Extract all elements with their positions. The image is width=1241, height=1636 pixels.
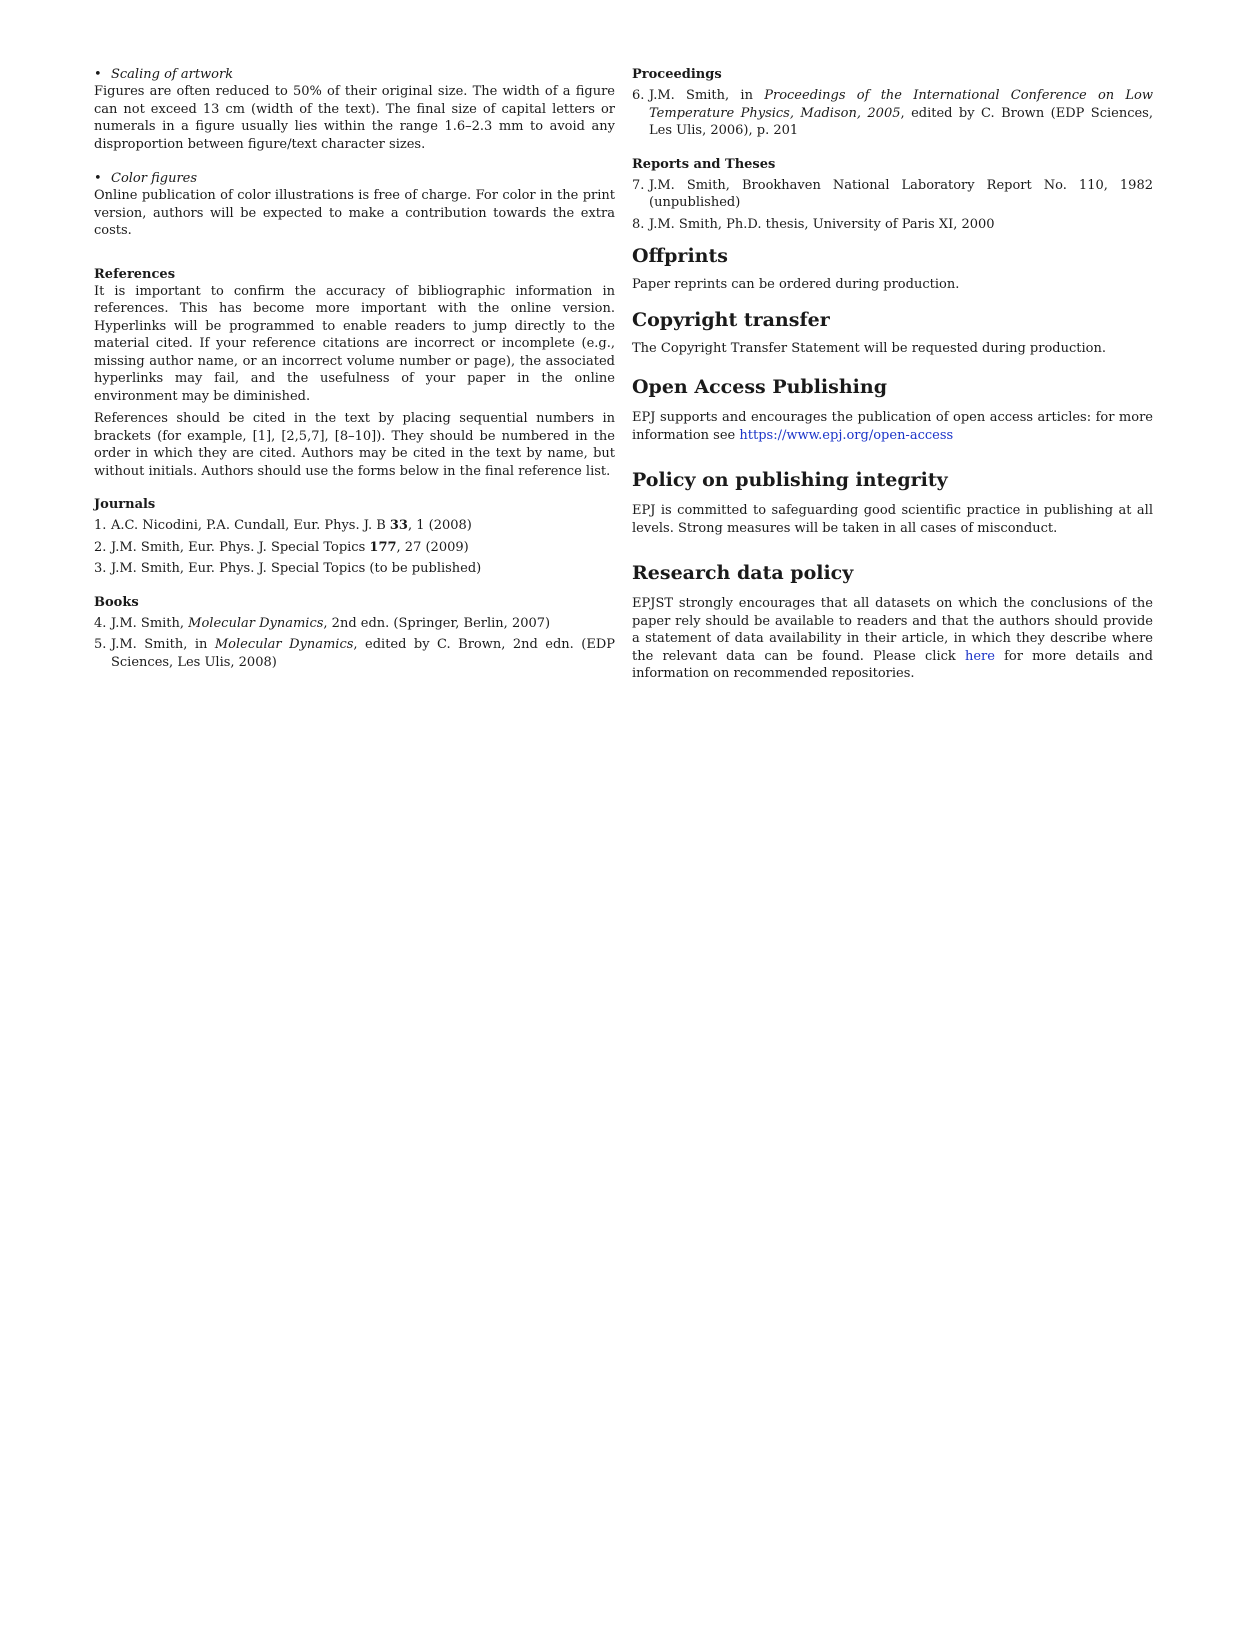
open-access-heading: Open Access Publishing — [632, 376, 887, 398]
reference-text-part: J.M. Smith, in — [649, 88, 765, 103]
reference-text-part: , 2nd edn. (Springer, Berlin, 2007) — [323, 615, 551, 631]
reference-item — [94, 560, 615, 578]
reference-item — [94, 636, 615, 671]
reference-item — [94, 539, 615, 557]
reference-number: 7. — [632, 177, 645, 193]
reference-text: J.M. Smith, Ph.D. thesis, University of Paris XI, 2000 — [649, 216, 995, 232]
reference-item — [632, 87, 1153, 140]
reference-text: J.M. Smith, Brookhaven National Laboratory Report No. 110, 1982 (unpublished) — [649, 177, 1153, 210]
open-access-link[interactable]: https://www.epj.org/open-access — [739, 427, 954, 443]
reference-text — [111, 636, 615, 671]
reference-number: 2. — [94, 539, 107, 555]
color-figures-paragraph: Online publication of color illustrations is free of charge. For color in the print version, authors will be expected to make a contribution towards the extra costs. — [94, 188, 615, 238]
journals-list — [94, 517, 615, 578]
reference-text-part: , edited by C. Brown (EDP Sciences, Les Ulis, 2006), p. 201 — [649, 105, 1153, 138]
reference-item — [94, 517, 615, 535]
reference-number: 4. — [94, 615, 107, 631]
references-heading: References — [94, 266, 176, 282]
open-access-paragraph — [632, 409, 1153, 444]
books-heading: Books — [94, 594, 139, 610]
reference-number: 5. — [94, 637, 107, 652]
journals-heading: Journals — [94, 497, 156, 512]
right-column — [632, 66, 1153, 683]
reference-text — [111, 539, 615, 557]
reference-number: 3. — [94, 561, 107, 576]
data-policy-heading: Research data policy — [632, 562, 854, 584]
reports-list — [632, 177, 1153, 234]
proceedings-heading: Proceedings — [632, 67, 722, 82]
reference-text-part: , 27 (2009) — [396, 539, 469, 555]
data-policy-here-link[interactable]: here — [964, 648, 995, 664]
reference-text-part: , edited by C. Brown, 2nd edn. (EDP Sciences, Les Ulis, 2008) — [111, 637, 615, 670]
reference-text — [111, 560, 615, 578]
reference-title: Proceedings of the International Conference on Low Temperature Physics, Madison, 2005 — [649, 88, 1154, 121]
reference-text-part: , 1 (2008) — [407, 518, 472, 533]
left-column — [94, 66, 615, 675]
reference-text — [649, 87, 1153, 140]
reference-number: 1. — [94, 518, 107, 533]
reference-text-part: J.M. Smith, — [111, 615, 189, 631]
data-policy-text: EPJST strongly encourages that all datasets on which the conclusions of the paper rely should be available to readers and that the authors should provide a statement of data availability in their article, in which they describe where the relevant data can be found. Please click — [632, 596, 1153, 664]
reference-text-part: J.M. Smith, in — [111, 637, 215, 652]
reference-number: 8. — [632, 216, 645, 232]
offprints-paragraph: Paper reprints can be ordered during production. — [632, 277, 960, 292]
reference-text — [111, 517, 615, 535]
books-list — [94, 615, 615, 672]
reference-text-part: J.M. Smith, Eur. Phys. J. Special Topics (to be published) — [111, 561, 482, 576]
proceedings-list — [632, 87, 1153, 140]
references-paragraph-2: References should be cited in the text by placing sequential numbers in brackets (for example, [1], [2,5,7], [8–10]). They should be numbered in the order in which they are cited. Authors may be cited in the text by name, but without initials. Authors should use the forms below in the final reference list. — [94, 411, 615, 479]
scaling-heading-text: Scaling of artwork — [111, 67, 234, 82]
integrity-paragraph: EPJ is committed to safeguarding good scientific practice in publishing at all levels. Strong measures will be taken in all cases of misconduct. — [632, 503, 1153, 536]
reference-title: Molecular Dynamics — [214, 637, 354, 652]
color-figures-heading — [94, 170, 615, 187]
copyright-paragraph: The Copyright Transfer Statement will be requested during production. — [632, 340, 1106, 356]
reference-item — [632, 216, 1153, 234]
open-access-text: EPJ supports and encourages the publication of open access articles: for more information see — [632, 410, 1153, 443]
reports-heading: Reports and Theses — [632, 156, 776, 172]
reference-volume: 177 — [369, 539, 397, 555]
color-figures-heading-text: Color figures — [111, 171, 198, 186]
reference-text-part: A.C. Nicodini, P.A. Cundall, Eur. Phys. J. B — [111, 518, 390, 533]
reference-volume: 33 — [389, 518, 408, 533]
integrity-heading: Policy on publishing integrity — [632, 469, 948, 491]
copyright-heading: Copyright transfer — [632, 308, 830, 331]
scaling-heading — [94, 66, 615, 83]
scaling-paragraph: Figures are often reduced to 50% of their original size. The width of a figure can not exceed 13 cm (width of the text). The final size of capital letters or numerals in a figure usually lies within the range 1.6–2.3 mm to avoid any disproportion between figure/text character sizes. — [94, 84, 615, 152]
data-policy-paragraph — [632, 595, 1153, 683]
reference-item — [632, 177, 1153, 212]
references-paragraph-1: It is important to confirm the accuracy of bibliographic information in references. This has become more important with the online version. Hyperlinks will be programmed to enable readers to jump directly to the material cited. If your reference citations are incorrect or incomplete (e.g., missing author name, or an incorrect volume number or page), the associated hyperlinks may fail, and the usefulness of your paper in the online environment may be diminished. — [94, 283, 615, 404]
reference-text-part: J.M. Smith, Eur. Phys. J. Special Topics — [111, 539, 370, 555]
reference-item — [94, 615, 615, 633]
reference-text — [111, 615, 615, 633]
data-policy-text: for more details and information on recommended repositories. — [632, 648, 1153, 681]
reference-title: Molecular Dynamics — [188, 615, 324, 631]
bullet-marker: • — [94, 171, 102, 186]
offprints-heading: Offprints — [632, 245, 728, 267]
reference-number: 6. — [632, 88, 645, 103]
bullet-marker: • — [94, 67, 102, 82]
